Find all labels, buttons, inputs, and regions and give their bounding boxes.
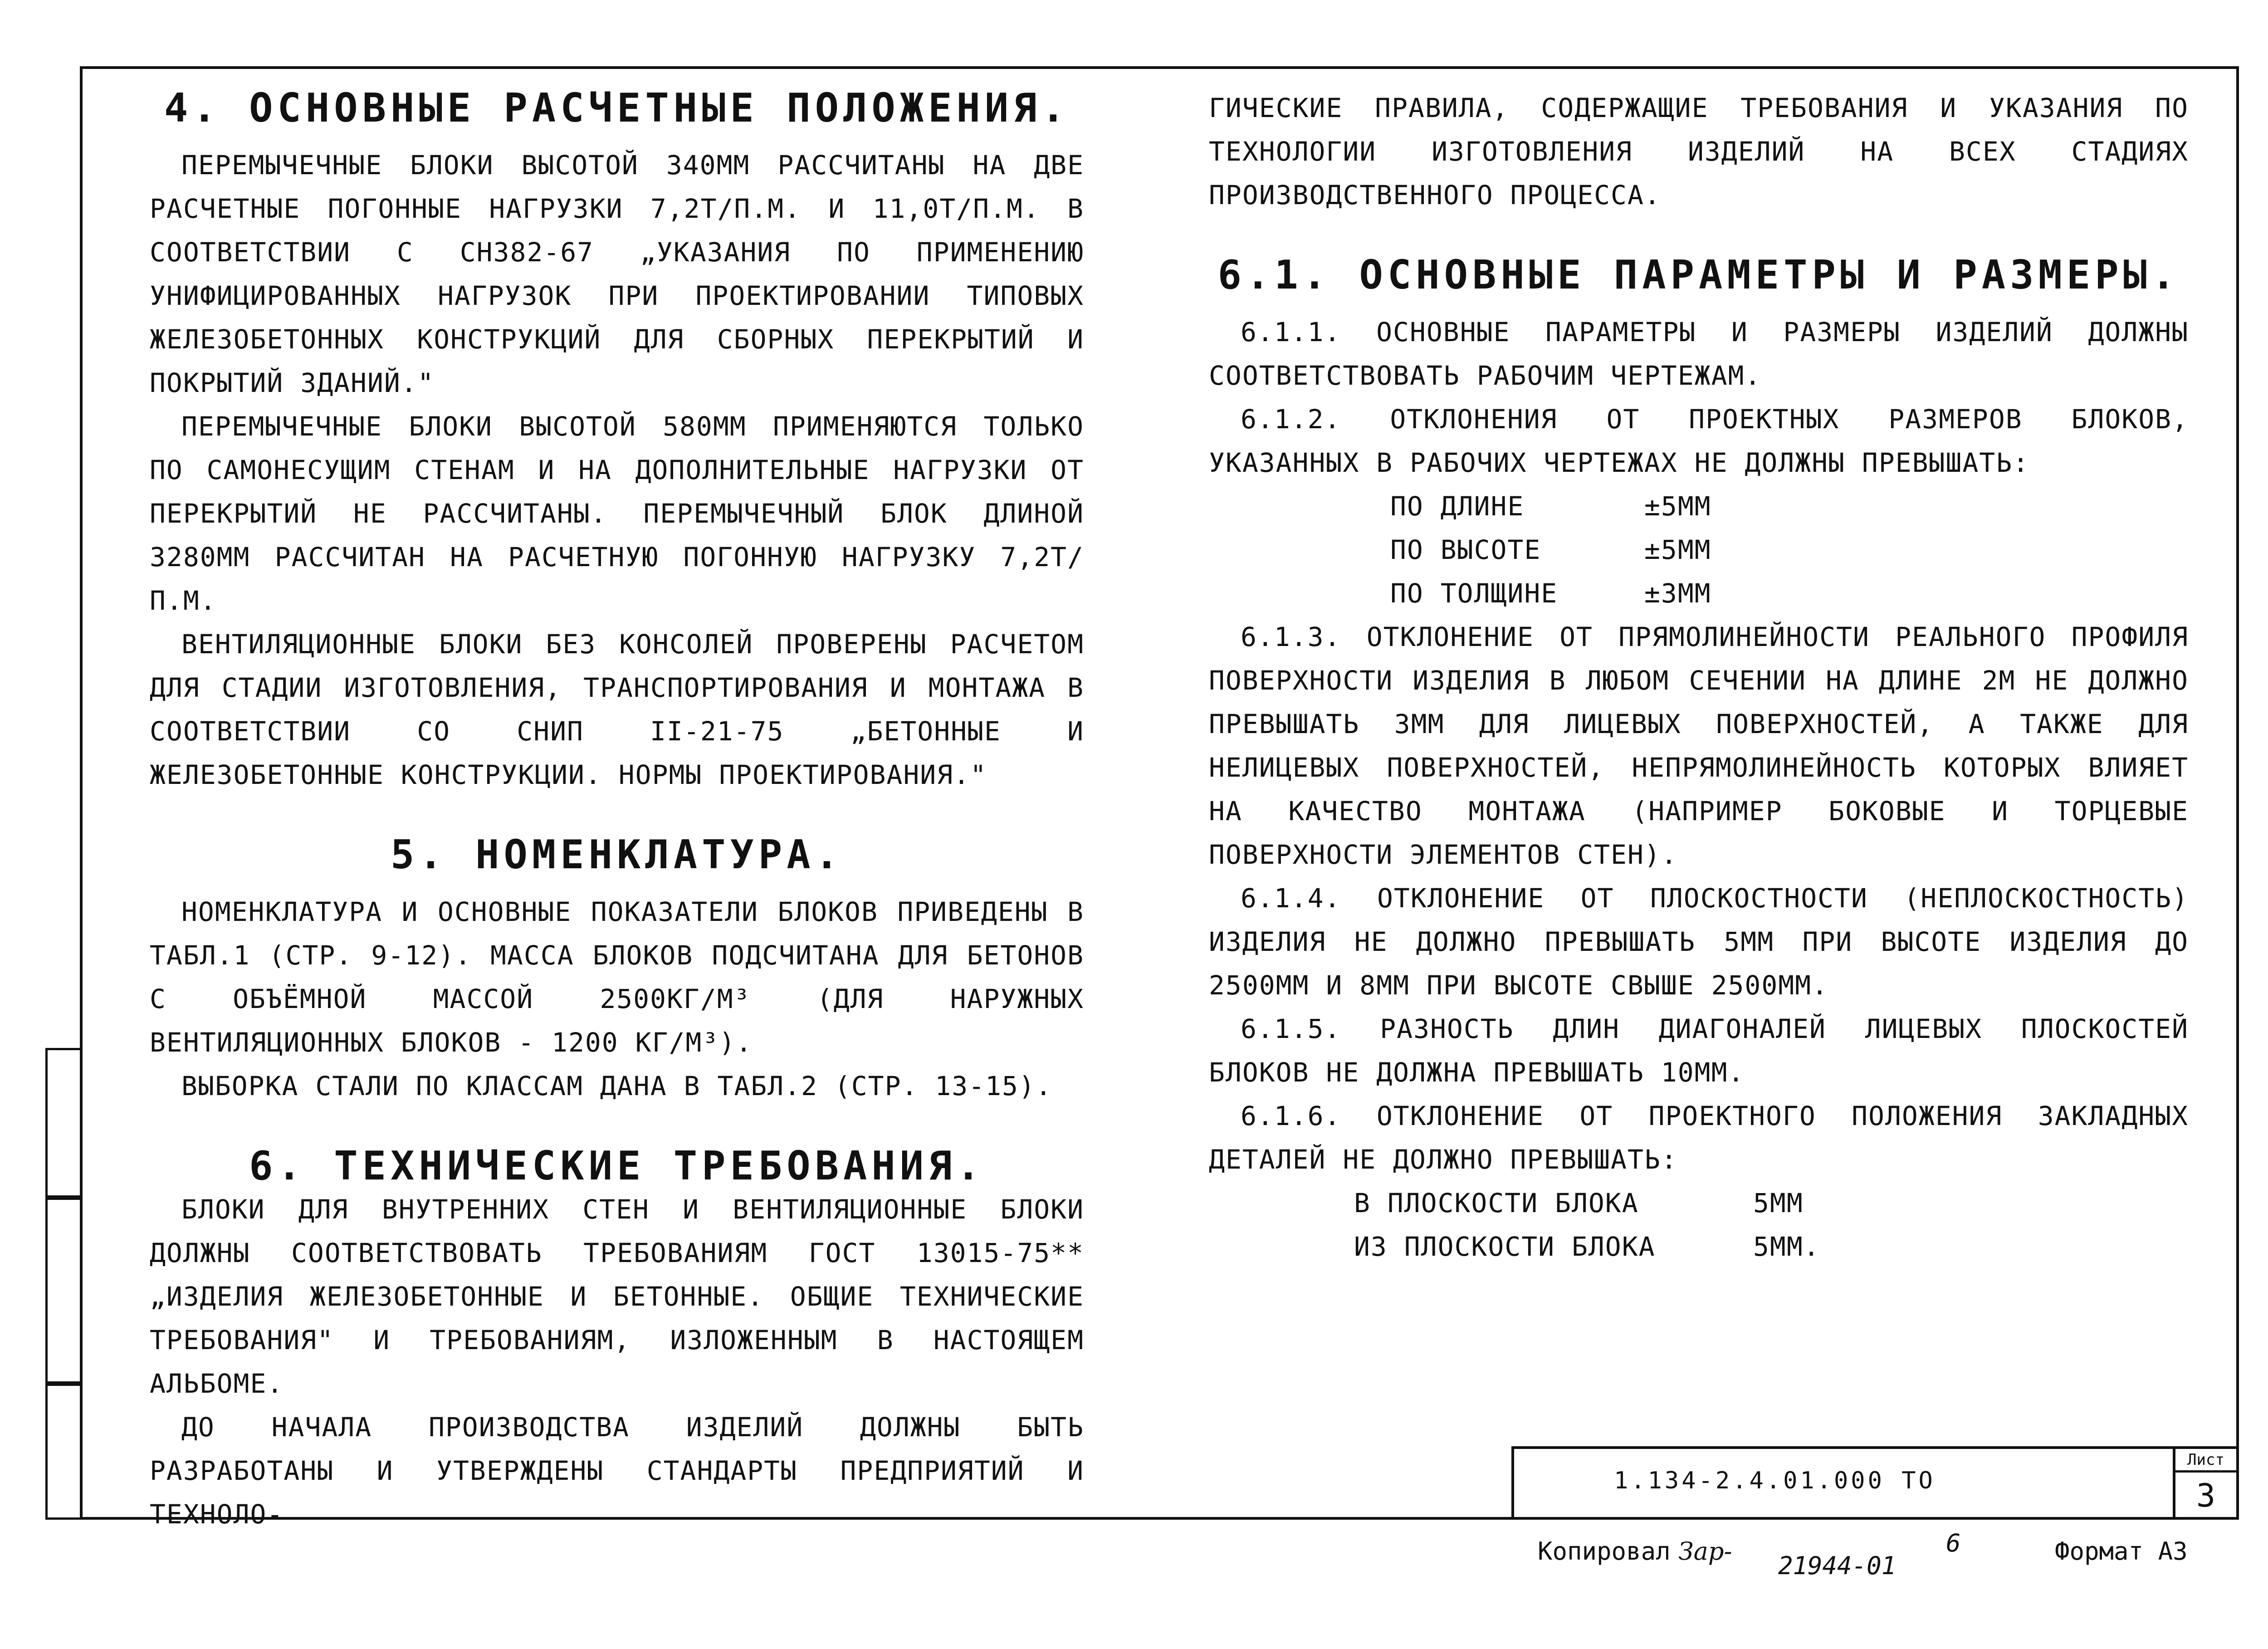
tolerance-list bbox=[1209, 484, 2189, 615]
section-4-paragraph-3: ВЕНТИЛЯЦИОННЫЕ БЛОКИ БЕЗ КОНСОЛЕЙ ПРОВЕРЕНЫ РАСЧЕТОМ ДЛЯ СТАДИИ ИЗГОТОВЛЕНИЯ, ТРАНСПОРТИРОВАНИЯ И МОНТАЖА В СООТВЕТСТВИИ СО СНИП II-21-75 „БЕТОННЫЕ И ЖЕЛЕЗОБЕТОННЫЕ КОНСТРУКЦИИ. НОРМЫ ПРОЕКТИРОВАНИЯ." bbox=[150, 629, 1084, 790]
embedded-value: 5ММ. bbox=[1753, 1231, 1820, 1262]
tolerance-label: ПО ДЛИНЕ bbox=[1390, 491, 1525, 522]
embedded-row bbox=[1354, 1225, 2189, 1268]
section-6-paragraph-2: ДО НАЧАЛА ПРОИЗВОДСТВА ИЗДЕЛИЙ ДОЛЖНЫ БЫТЬ РАЗРАБОТАНЫ И УТВЕРЖДЕНЫ СТАНДАРТЫ ПРЕДПРИЯТИЙ И ТЕХНОЛО- bbox=[150, 1412, 1084, 1530]
clause-6-1-6: 6.1.6. ОТКЛОНЕНИЕ ОТ ПРОЕКТНОГО ПОЛОЖЕНИЯ ЗАКЛАДНЫХ ДЕТАЛЕЙ НЕ ДОЛЖНО ПРЕВЫШАТЬ: bbox=[1209, 1101, 2189, 1175]
clause-6-1-2: 6.1.2. ОТКЛОНЕНИЯ ОТ ПРОЕКТНЫХ РАЗМЕРОВ БЛОКОВ, УКАЗАННЫХ В РАБОЧИХ ЧЕРТЕЖАХ НЕ ДОЛЖНЫ ПРЕВЫШАТЬ: bbox=[1209, 404, 2189, 478]
tolerance-row bbox=[1390, 528, 2189, 572]
tolerance-row bbox=[1390, 572, 2189, 615]
embedded-parts-list bbox=[1209, 1181, 2189, 1268]
embedded-label: ИЗ ПЛОСКОСТИ БЛОКА bbox=[1354, 1231, 1656, 1262]
clause-6-1-1: 6.1.1. ОСНОВНЫЕ ПАРАМЕТРЫ И РАЗМЕРЫ ИЗДЕЛИЙ ДОЛЖНЫ СООТВЕТСТВОВАТЬ РАБОЧИМ ЧЕРТЕЖАМ. bbox=[1209, 317, 2189, 391]
binding-stub-lower bbox=[45, 1384, 83, 1520]
binding-stub-middle bbox=[45, 1198, 83, 1384]
section-4-title: 4. ОСНОВНЫЕ РАСЧЕТНЫЕ ПОЛОЖЕНИЯ. bbox=[164, 85, 1070, 131]
clause-6-1-4: 6.1.4. ОТКЛОНЕНИЕ ОТ ПЛОСКОСТНОСТИ (НЕПЛОСКОСТНОСТЬ) ИЗДЕЛИЯ НЕ ДОЛЖНО ПРЕВЫШАТЬ 5ММ ПРИ ВЫСОТЕ ИЗДЕЛИЯ ДО 2500ММ И 8ММ ПРИ ВЫСОТЕ СВЫШЕ 2500ММ. bbox=[1209, 883, 2189, 1001]
sheet-format: Формат А3 bbox=[2055, 1537, 2188, 1566]
document-code: 1.134-2.4.01.000 ТО bbox=[1614, 1467, 1936, 1494]
section-5-title: 5. НОМЕНКЛАТУРА. bbox=[390, 832, 844, 878]
tolerance-value: ±5ММ bbox=[1644, 491, 1711, 522]
sheet-label: Лист bbox=[2175, 1449, 2236, 1473]
section-6-title: 6. ТЕХНИЧЕСКИЕ ТРЕБОВАНИЯ. bbox=[249, 1143, 985, 1189]
tolerance-label: ПО ТОЛЩИНЕ bbox=[1390, 578, 1558, 609]
section-6-1-title: 6.1. ОСНОВНЫЕ ПАРАМЕТРЫ И РАЗМЕРЫ. bbox=[1217, 252, 2180, 298]
embedded-value: 5ММ bbox=[1753, 1188, 1804, 1218]
clause-6-1-5: 6.1.5. РАЗНОСТЬ ДЛИН ДИАГОНАЛЕЙ ЛИЦЕВЫХ ПЛОСКОСТЕЙ БЛОКОВ НЕ ДОЛЖНА ПРЕВЫШАТЬ 10ММ. bbox=[1209, 1013, 2189, 1088]
footer-mark: 6 bbox=[1946, 1529, 1961, 1557]
sheet-cell bbox=[2173, 1449, 2236, 1517]
tolerance-value: ±5ММ bbox=[1644, 534, 1711, 565]
copier-signature: Зар- bbox=[1678, 1537, 1732, 1566]
tolerance-value: ±3ММ bbox=[1644, 578, 1711, 609]
tolerance-row bbox=[1390, 484, 2189, 528]
binding-stub-upper bbox=[45, 1048, 83, 1198]
section-6-paragraph-1: БЛОКИ ДЛЯ ВНУТРЕННИХ СТЕН И ВЕНТИЛЯЦИОННЫЕ БЛОКИ ДОЛЖНЫ СООТВЕТСТВОВАТЬ ТРЕБОВАНИЯМ ГОСТ 13015-75** „ИЗДЕЛИЯ ЖЕЛЕЗОБЕТОННЫЕ И БЕТОННЫЕ. ОБЩИЕ ТЕХНИЧЕСКИЕ ТРЕБОВАНИЯ" И ТРЕБОВАНИЯМ, ИЗЛОЖЕННЫМ В НАСТОЯЩЕМ АЛЬБОМЕ. bbox=[150, 1194, 1084, 1399]
section-5-paragraph-2: ВЫБОРКА СТАЛИ ПО КЛАССАМ ДАНА В ТАБЛ.2 (СТР. 13-15). bbox=[181, 1071, 1052, 1101]
clause-6-1-3: 6.1.3. ОТКЛОНЕНИЕ ОТ ПРЯМОЛИНЕЙНОСТИ РЕАЛЬНОГО ПРОФИЛЯ ПОВЕРХНОСТИ ИЗДЕЛИЯ В ЛЮБОМ СЕЧЕНИИ НА ДЛИНЕ 2М НЕ ДОЛЖНО ПРЕВЫШАТЬ 3ММ ДЛЯ ЛИЦЕВЫХ ПОВЕРХНОСТЕЙ, А ТАКЖЕ ДЛЯ НЕЛИЦЕВЫХ ПОВЕРХНОСТЕЙ, НЕПРЯМОЛИНЕЙНОСТЬ КОТОРЫХ ВЛИЯЕТ НА КАЧЕСТВО МОНТАЖА (НАПРИМЕР БОКОВЫЕ И ТОРЦЕВЫЕ ПОВЕРХНОСТИ ЭЛЕМЕНТОВ СТЕН). bbox=[1209, 621, 2189, 870]
sheet-number: 3 bbox=[2196, 1477, 2216, 1514]
left-column bbox=[150, 86, 1084, 1536]
right-column bbox=[1209, 86, 2189, 1268]
tolerance-label: ПО ВЫСОТЕ bbox=[1390, 534, 1541, 565]
section-4-paragraph-2: ПЕРЕМЫЧЕЧНЫЕ БЛОКИ ВЫСОТОЙ 580ММ ПРИМЕНЯЮТСЯ ТОЛЬКО ПО САМОНЕСУЩИМ СТЕНАМ И НА ДОПОЛНИТЕЛЬНЫЕ НАГРУЗКИ ОТ ПЕРЕКРЫТИЙ НЕ РАССЧИТАНЫ. ПЕРЕМЫЧЕЧНЫЙ БЛОК ДЛИНОЙ 3280ММ РАССЧИТАН НА РАСЧЕТНУЮ ПОГОННУЮ НАГРУЗКУ 7,2Т/П.М. bbox=[150, 411, 1084, 616]
section-5-paragraph-1: НОМЕНКЛАТУРА И ОСНОВНЫЕ ПОКАЗАТЕЛИ БЛОКОВ ПРИВЕДЕНЫ В ТАБЛ.1 (СТР. 9-12). МАССА БЛОКОВ ПОДСЧИТАНА ДЛЯ БЕТОНОВ С ОБЪЁМНОЙ МАССОЙ 2500КГ/М³ (ДЛЯ НАРУЖНЫХ ВЕНТИЛЯЦИОННЫХ БЛОКОВ - 1200 КГ/М³). bbox=[150, 896, 1084, 1058]
order-number: 21944-01 bbox=[1778, 1551, 1897, 1580]
copied-by-label: Копировал bbox=[1538, 1537, 1671, 1566]
continuation-paragraph: ГИЧЕСКИЕ ПРАВИЛА, СОДЕРЖАЩИЕ ТРЕБОВАНИЯ И УКАЗАНИЯ ПО ТЕХНОЛОГИИ ИЗГОТОВЛЕНИЯ ИЗДЕЛИЙ НА ВСЕХ СТАДИЯХ ПРОИЗВОДСТВЕННОГО ПРОЦЕССА. bbox=[1209, 93, 2189, 210]
title-block-stamp bbox=[1511, 1446, 2239, 1520]
embedded-label: В ПЛОСКОСТИ БЛОКА bbox=[1354, 1188, 1639, 1218]
embedded-row bbox=[1354, 1181, 2189, 1225]
section-4-paragraph-1: ПЕРЕМЫЧЕЧНЫЕ БЛОКИ ВЫСОТОЙ 340ММ РАССЧИТАНЫ НА ДВЕ РАСЧЕТНЫЕ ПОГОННЫЕ НАГРУЗКИ 7,2Т/П.М. И 11,0Т/П.М. В СООТВЕТСТВИИ С СН382-67 „УКАЗАНИЯ ПО ПРИМЕНЕНИЮ УНИФИЦИРОВАННЫХ НАГРУЗОК ПРИ ПРОЕКТИРОВАНИИ ТИПОВЫХ ЖЕЛЕЗОБЕТОННЫХ КОНСТРУКЦИЙ ДЛЯ СБОРНЫХ ПЕРЕКРЫТИЙ И ПОКРЫТИЙ ЗДАНИЙ." bbox=[150, 150, 1084, 398]
